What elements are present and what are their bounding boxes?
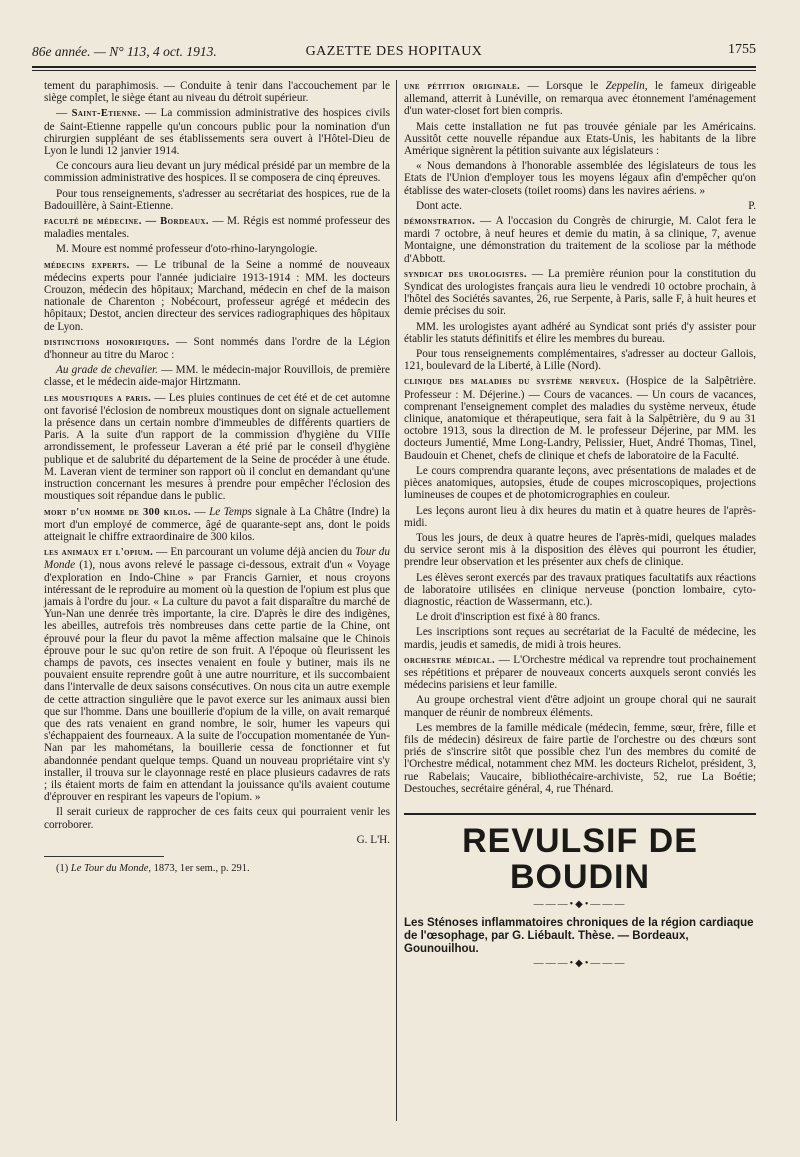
advertisement-title: REVULSIF DE BOUDIN [404,813,756,895]
paragraph-text: — Le tribunal de la Seine a nommé de nouveaux médecins experts pour l'année judiciaire 1913-1914 : MM. les docteurs Crouzon, médecin des hôpitaux; Marchand, médecin en chef de la maison nationale de Charenton ; Nobécourt, professeur agrégé et médecin des hôpitaux; Destot, ancien directeur des services radiographiques des hôpitaux de Lyon. [44,258,390,333]
journal-title: GAZETTE DES HOPITAUX [305,44,483,59]
paragraph [404,268,756,318]
issue-info: 86e année. — N° 113, 4 oct. 1913. [32,44,217,59]
paragraph-text: — Les pluies continues de cet été et de cet automne ont favorisé l'éclosion de nombreux moustiques dont on signale actuellement la présence dans un certain nombre d'immeubles de différents quartiers de Paris. A la suite d'un rapport de la commission d'hygiène du VIIIe arrondissement, le professeur Laveran a été prié par le conseil d'hygiène publique et de salubrité du département de la Seine de procéder à une étude. M. Laveran vient de terminer son rapport où il conclut en demandant qu'une instruction concernant les mesures à prendre pour empêcher l'éclosion des moustiques soit répandue dans le public. [44,391,390,503]
paragraph-text: — Lorsque le [520,80,606,92]
page-header [32,40,756,62]
paragraph [44,546,390,803]
signature: G. L'H. [356,833,390,846]
section-heading: médecins experts. [44,259,130,271]
paragraph: Le droit d'inscription est fixé à 80 francs. [416,611,601,624]
paragraph [404,80,756,118]
paragraph: Mais cette installation ne fut pas trouvée géniale par les Américains. Aussitôt cette nouvelle répandue aux Etats-Unis, les habitants de la libre Amérique signèrent la pétition suivante aux législateurs : [404,120,756,158]
section-heading: syndicat des urologistes. [404,268,527,280]
paragraph [44,336,390,361]
paragraph [44,506,390,544]
section-heading: distinctions honorifiques. [44,336,170,348]
section-heading: les moustiques a paris. [44,392,152,404]
paragraph [44,259,390,333]
paragraph: Le cours comprendra quarante leçons, avec présentations de malades et de pièces anatomiques, autopsies, étude de coupes microscopiques, projections lumineuses de coupes et de photomicrographies en couleur. [404,464,756,502]
paragraph [404,200,756,212]
paragraph [44,364,390,388]
section-heading: mort d'un homme de 300 kilos. [44,506,191,518]
paragraph-text: , le fameux dirigeable allemand, atterrit à Lunéville, on remarqua avec étonnement l'aménagement d'un water-closet fort bien compris. [404,80,756,118]
section-heading: les animaux et l'opium. [44,547,154,559]
paragraph-text: — La première réunion pour la constitution du Syndicat des urologistes français aura lieu le vendredi 10 octobre prochain, à l'hôtel des Sociétés savantes, 26, rue Serpente, à Paris, salle F, à huit heures et demie précises du soir. [404,267,756,318]
paragraph: Il serait curieux de rapprocher de ces faits ceux qui pourraient venir les corroborer. [44,806,390,831]
paragraph: Pour tous renseignements, s'adresser au secrétariat des hospices, rue de la Badouillère, à Saint-Etienne. [44,187,390,212]
paragraph: Pour tous renseignements complémentaires, s'adresser au docteur Gallois, 121, boulevard de la Liberté, à Lille (Nord). [404,348,756,373]
footnote-rule [44,856,164,857]
book-notice: Les Sténoses inflammatoires chroniques de la région cardiaque de l'œsophage, par G. Liébault. Thèse. — Bordeaux, Gounouilhou. [404,917,754,956]
paragraph-text: — La commission administrative des hospices civils de Saint-Etienne rappelle qu'un concours public pour la nomination d'un chirurgien suppléant de ses établissements sera ouvert à l'Hôtel-Dieu de Lyon le lundi 12 janvier 1914. [44,107,390,158]
paragraph-text: — MM. le médecin-major Rouvillois, de première classe, et le médecin aide-major Hirtzmann. [44,364,390,389]
left-column [44,80,390,878]
paragraph: « Nous demandons à l'honorable assemblée des législateurs de tous les Etats de l'Union d'employer tous les moyens légaux afin d'empêcher qu'on établisse des water-closets (toilet rooms) dans les navires aériens. » [404,160,756,197]
italic-text: Zeppelin [605,80,645,92]
italic-text: Le Tour du Monde [70,862,149,874]
section-heading: une pétition originale. [404,81,521,92]
paragraph [44,215,390,240]
footnote [44,863,390,875]
header-rule [32,66,756,68]
paragraph [44,392,390,503]
section-heading: faculté de médecine. — Bordeaux. [44,216,209,228]
paragraph: M. Moure est nommé professeur d'oto-rhino-laryngologie. [56,243,318,256]
paragraph-text: — A l'occasion du Congrès de chirurgie, M. Calot fera le mardi 7 octobre, à neuf heures et demie du matin, à sa clinique, 7, avenue Montaigne, une démonstration du traitement de la scoliose par la méthode d'Abbott. [404,215,756,265]
paragraph-text: — En parcourant un volume déjà ancien du [153,546,356,559]
paragraph: Les leçons auront lieu à dix heures du matin et à quatre heures de l'après-midi. [404,504,756,529]
paragraph: Les inscriptions sont reçues au secrétariat de la Faculté de médecine, les mardis, jeudis et samedis, de midi à trois heures. [404,626,756,651]
paragraph: MM. les urologistes ayant adhéré au Syndicat sont priés d'y assister pour établir les statuts définitifs et élire les membres du bureau. [404,320,756,345]
right-column [404,80,756,976]
paragraph: Au groupe orchestral vient d'être adjoint un groupe choral qui ne saurait manquer de réunir de nombreux éléments. [404,694,756,719]
header-rule-thin [32,70,756,71]
page-number: 1755 [728,42,756,57]
italic-text: Tour du Monde [44,546,390,572]
section-heading: démonstration. [404,216,476,228]
paragraph-text: — Sont nommés dans l'ordre de la Légion d'honneur au titre du Maroc : [44,335,390,362]
paragraph: Ce concours aura lieu devant un jury médical présidé par un membre de la commission administrative des hospices. Il se composera de cinq épreuves. [44,160,390,185]
paragraph [404,375,756,461]
paragraph: Les élèves seront exercés par des travaux pratiques facultatifs aux réactions de laboratoire utilisées en clinique nerveuse (ponction lombaire, cyto-diagnostic, réaction de Wassermann, etc.). [404,571,756,608]
paragraph [404,215,756,265]
paragraph [404,654,756,692]
ornament-divider: ———•◆•——— [533,898,627,910]
paragraph: Les membres de la famille médicale (médecin, femme, sœur, frère, fille et fils de médecin) désireux de faire partie de l'orchestre ou des chœurs sont priés de s'inscrire sitôt que possible chez l'un des membres du comité de l'Orchestre médical, notamment chez MM. les docteurs Richelot, président, 3, rue Rabelais; Vaucaire, bibliothécaire-archiviste, 52, rue La Boétie; Destouches, secrétaire général, 4, rue Thénard. [404,721,756,795]
signature: P. [748,199,756,212]
italic-text: Le Temps [209,505,252,518]
paragraph-text: signale à La Châtre (Indre) la mort d'un employé de commerce, âgé de quarante-sept ans, dont le poids atteignait le chiffre extraordinaire de 300 kilos. [44,505,390,543]
section-heading: Saint-Etienne. [71,108,141,120]
italic-text: Au grade de chevalier. [56,364,158,377]
footnote-marker: (1) [56,862,71,874]
paragraph-text: — [190,505,210,518]
paragraph-text: — M. Régis est nommé professeur des maladies mentales. [44,215,390,241]
paragraph-text: (1), nous avons relevé le passage ci-dessous, extrait d'un « Voyage d'exploration en Indo-Chine » par Francis Garnier, et nous croyons intéressant de le reproduire au moment où la question de l'opium est plus que jamais à l'ordre du jour. « La culture du pavot a fait disparaître du marché de Yun-Nan une denrée très importante, la cire. D'après le dire des indigènes, les abeilles, autrefois très nombreuses dans cette partie de la Chine, ont éprouvé pour la fleur du pavot la même affection malsaine que le Chinois éprouve pour le suc qu'on retire de son fruit. A l'époque où fleurissent les champs de pavots, ces insectes venaient en foule y butiner, mais ils ne pouvaient ensuite reprendre goût à une autre nourriture, et ils succombaient dans l'intervalle de deux saisons consécutives. On nous cita un autre exemple de cette attraction singulière que le pavot exerce sur les animaux aussi bien que sur l'homme. Dans une bouillerie d'opium de la ville, on avait remarqué que des rats venaient en grand nombre, le soir, humer les vapeurs qui s'échappaient des fourneaux. A la suite de l'occupation momentanée de Yun-Nan par les mahométans, la bouillerie cessa de fonctionner et fut abandonnée pendant quelque temps. Quand un nouveau propriétaire vint s'y installer, il trouva sur le clayonnage resté en place plusieurs cadavres de rats ; ils étaient morts de faim en attendant la jouissance qu'ils avaient coutume d'éprouver en respirant les vapeurs de l'opium. » [44,559,390,804]
paragraph-text: (Hospice de la Salpêtrière. Professeur : M. Déjerine.) — Cours de vacances. — Un cours de vacances, comprenant l'enseignement complet des maladies du système nerveux, étude clinique, anatomique et thérapeutique, sera fait à la Salpêtrière, du 9 au 31 octobre 1913, sous la direction de M. le professeur Déjerine, par MM. les docteurs Jumentié, Mme Long-Landry, Pelissier, Huet, André Thomas, Tinel, Baudouin et Chenet, chefs de clinique et chefs de laboratoire de la Faculté. [404,375,756,462]
column-divider [396,80,397,1121]
paragraph: Tous les jours, de deux à quatre heures de l'après-midi, quelques malades du service seront mis à la disposition des élèves qui pourront les étudier, prendre leur observation et les présenter aux chefs de clinique. [404,531,756,569]
section-heading: clinique des maladies du système nerveux. [404,376,620,388]
paragraph-text: Dont acte. [416,199,462,212]
footnote-text: , 1873, 1er sem., p. 291. [148,862,250,874]
ornament-divider: ———•◆•——— [533,958,627,970]
paragraph: tement du paraphimosis. — Conduite à tenir dans l'accouchement par le siège complet, le siège étant au niveau du détroit supérieur. [44,80,390,105]
paragraph-text: — L'Orchestre médical va reprendre tout prochainement ses répétitions et préparer de nouveaux concerts auxquels seront conviés les médecins parisiens et leur famille. [404,653,756,692]
section-heading: orchestre médical. [404,654,496,666]
paragraph: — Saint-Etienne. — La commission administrative des hospices civils de Saint-Etienne rappelle qu'un concours public pour la nomination d'un chirurgien suppléant de ses établissements sera ouvert à l'Hôtel-Dieu de Lyon le lundi 12 janvier 1914. [44,107,390,158]
